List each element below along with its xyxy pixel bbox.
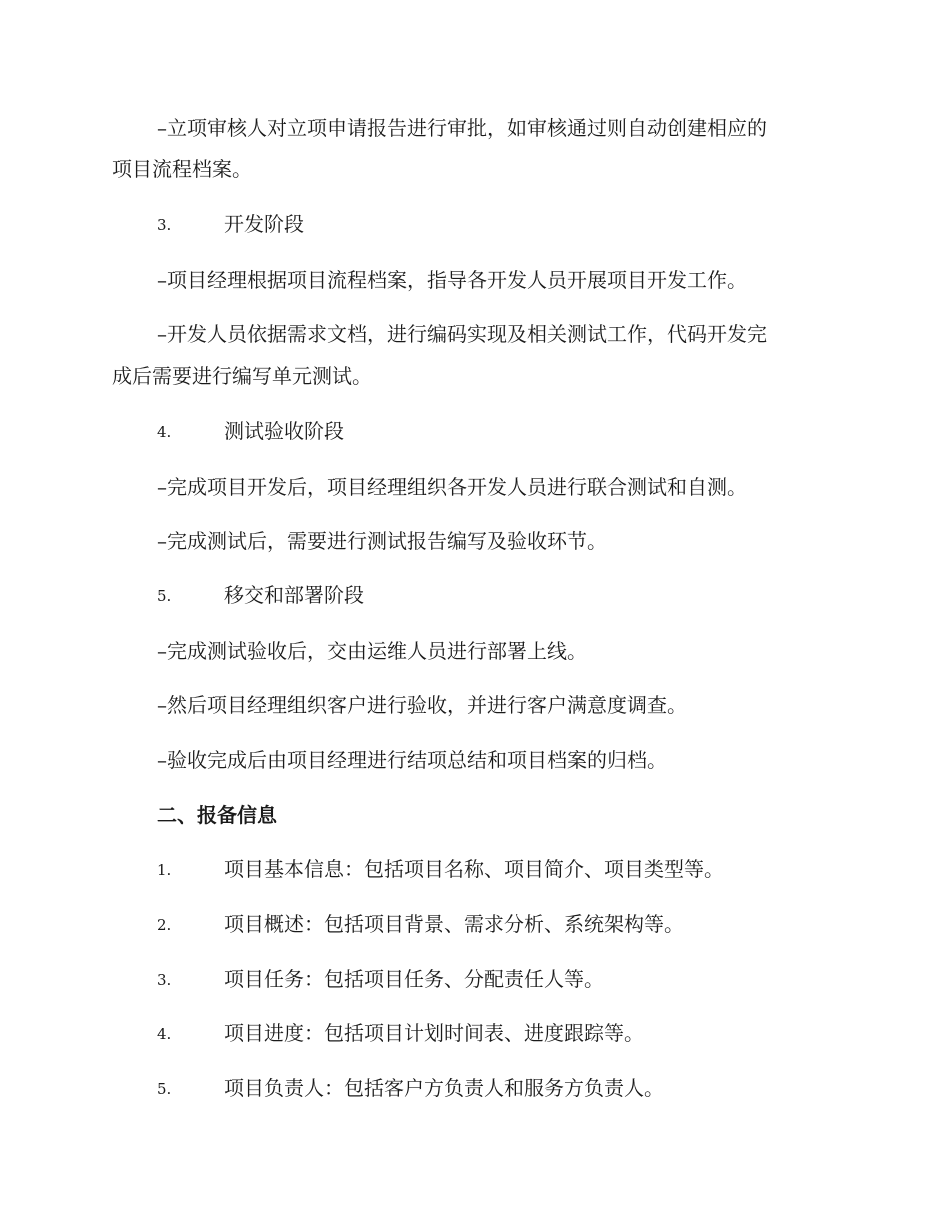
section-title-deployment: 移交和部署阶段 — [224, 583, 364, 607]
list-number-4: 4. — [157, 1025, 172, 1043]
paragraph-dev-coding-line2: 成后需要进行编写单元测试。 — [112, 364, 372, 388]
paragraph-test-report: –完成测试后，需要进行测试报告编写及验收环节。 — [157, 529, 607, 553]
list-number-2: 2. — [157, 916, 172, 934]
list-item-progress: 项目进度：包括项目计划时间表、进度跟踪等。 — [224, 1021, 644, 1045]
section-title-development: 开发阶段 — [224, 212, 304, 236]
list-item-overview: 项目概述：包括项目背景、需求分析、系统架构等。 — [224, 912, 684, 936]
paragraph-deploy-online: –完成测试验收后，交由运维人员进行部署上线。 — [157, 639, 587, 663]
section-heading-filing-info: 二、报备信息 — [157, 803, 277, 827]
paragraph-dev-coding-line1: –开发人员依据需求文档，进行编码实现及相关测试工作，代码开发完 — [157, 322, 767, 346]
paragraph-archive: –验收完成后由项目经理进行结项总结和项目档案的归档。 — [157, 748, 667, 772]
list-item-basic-info: 项目基本信息：包括项目名称、项目简介、项目类型等。 — [224, 857, 724, 881]
list-number-5: 5. — [157, 1080, 172, 1098]
section-number-3: 3. — [157, 216, 172, 234]
paragraph-joint-testing: –完成项目开发后，项目经理组织各开发人员进行联合测试和自测。 — [157, 475, 747, 499]
list-number-3: 3. — [157, 971, 172, 989]
section-number-5: 5. — [157, 587, 172, 605]
list-item-tasks: 项目任务：包括项目任务、分配责任人等。 — [224, 967, 604, 991]
section-title-testing: 测试验收阶段 — [224, 419, 344, 443]
paragraph-approval-line1: –立项审核人对立项申请报告进行审批，如审核通过则自动创建相应的 — [157, 116, 767, 140]
paragraph-approval-line2: 项目流程档案。 — [112, 157, 252, 181]
paragraph-pm-guidance: –项目经理根据项目流程档案，指导各开发人员开展项目开发工作。 — [157, 268, 747, 292]
section-number-4: 4. — [157, 423, 172, 441]
list-item-owner: 项目负责人：包括客户方负责人和服务方负责人。 — [224, 1076, 664, 1100]
paragraph-customer-acceptance: –然后项目经理组织客户进行验收，并进行客户满意度调查。 — [157, 693, 687, 717]
list-number-1: 1. — [157, 861, 172, 879]
